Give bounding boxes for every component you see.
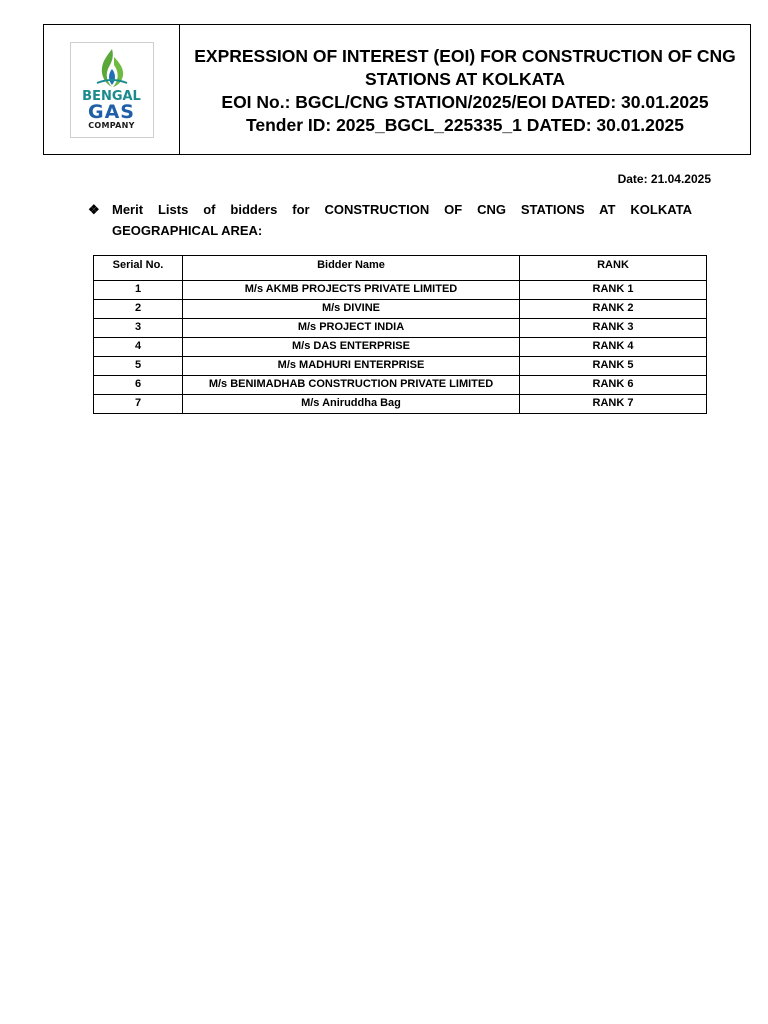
- logo-text-gas: GAS: [88, 100, 135, 123]
- serial-cell: 4: [94, 338, 183, 357]
- table-row: [94, 357, 707, 376]
- header-title: [180, 25, 750, 154]
- rank-cell: RANK 6: [520, 376, 707, 395]
- bidder-name-cell: M/s PROJECT INDIA: [183, 319, 520, 338]
- bidder-name-cell: M/s AKMB PROJECTS PRIVATE LIMITED: [183, 281, 520, 300]
- rank-cell: RANK 1: [520, 281, 707, 300]
- serial-cell: 2: [94, 300, 183, 319]
- tender-id-line: Tender ID: 2025_BGCL_225335_1 DATED: 30.01.2025: [245, 114, 685, 135]
- header-bidder-name: Bidder Name: [183, 256, 520, 281]
- serial-cell: 3: [94, 319, 183, 338]
- rank-cell: RANK 4: [520, 338, 707, 357]
- logo-cell: [44, 25, 180, 154]
- flame-icon: [92, 47, 132, 89]
- rank-cell: RANK 3: [520, 319, 707, 338]
- rank-cell: RANK 2: [520, 300, 707, 319]
- serial-cell: 6: [94, 376, 183, 395]
- table-row: [94, 300, 707, 319]
- table-row: [94, 319, 707, 338]
- merit-heading-line-2: GEOGRAPHICAL AREA:: [112, 223, 263, 238]
- serial-cell: 5: [94, 357, 183, 376]
- bidder-name-cell: M/s BENIMADHAB CONSTRUCTION PRIVATE LIMITED: [183, 376, 520, 395]
- merit-heading-line-1: Merit Lists of bidders for CONSTRUCTION OF CNG STATIONS AT KOLKATA: [112, 202, 692, 217]
- logo-text-company: COMPANY: [88, 120, 135, 130]
- merit-list-table: [93, 255, 707, 414]
- merit-list-heading: [88, 199, 692, 241]
- bidder-name-cell: M/s DAS ENTERPRISE: [183, 338, 520, 357]
- table-row: [94, 395, 707, 414]
- bidder-name-cell: M/s MADHURI ENTERPRISE: [183, 357, 520, 376]
- serial-cell: 7: [94, 395, 183, 414]
- rank-cell: RANK 5: [520, 357, 707, 376]
- logo-text-bengal: BENGAL: [82, 88, 141, 104]
- table-row: [94, 281, 707, 300]
- title-line-2: STATIONS AT KOLKATA: [365, 68, 565, 89]
- bengal-gas-logo: [70, 42, 154, 138]
- diamond-bullet-icon: ❖: [88, 202, 100, 217]
- header-serial-no: Serial No.: [94, 256, 183, 281]
- eoi-number-line: EOI No.: BGCL/CNG STATION/2025/EOI DATED: 30.01.2025: [221, 91, 709, 112]
- table-row: [94, 376, 707, 395]
- document-header: [43, 24, 751, 155]
- document-date: Date: 21.04.2025: [617, 172, 711, 186]
- title-line-1: EXPRESSION OF INTEREST (EOI) FOR CONSTRUCTION OF CNG: [194, 45, 736, 66]
- rank-cell: RANK 7: [520, 395, 707, 414]
- serial-cell: 1: [94, 281, 183, 300]
- header-rank: RANK: [520, 256, 707, 281]
- table-header-row: [94, 256, 707, 281]
- table-row: [94, 338, 707, 357]
- bidder-name-cell: M/s DIVINE: [183, 300, 520, 319]
- bidder-name-cell: M/s Aniruddha Bag: [183, 395, 520, 414]
